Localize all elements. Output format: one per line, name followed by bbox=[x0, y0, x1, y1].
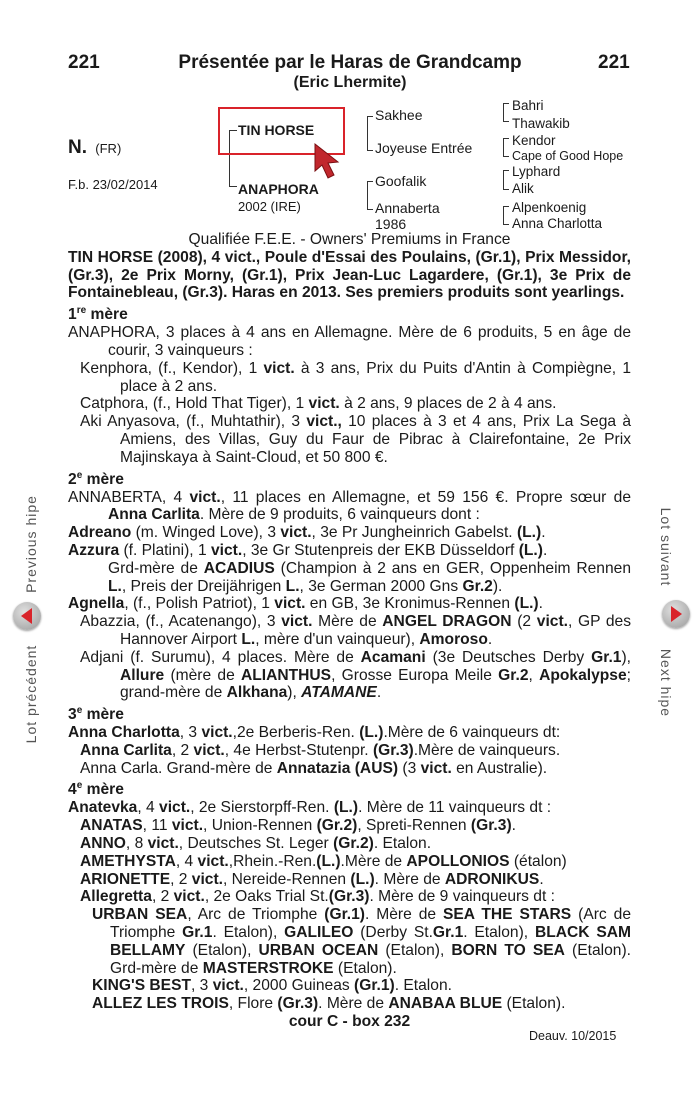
produce-arionette: ARIONETTE, 2 vict., Nereide-Rennen (L.). Mère de ADRONIKUS. bbox=[80, 870, 544, 888]
produce-anatas: ANATAS, 11 vict., Union-Rennen (Gr.2), Spreti-Rennen (Gr.3). bbox=[80, 817, 516, 835]
sire-dam: Joyeuse Entrée bbox=[375, 140, 473, 156]
fourth-dam-text: Anatevka, 4 vict., 2e Sierstorpff-Ren. (L.). Mère de 11 vainqueurs dt : bbox=[68, 799, 552, 817]
lot-number-left: 221 bbox=[68, 52, 100, 73]
sex: N. bbox=[68, 137, 87, 158]
produce-azzura: Azzura (f. Platini), 1 vict., 3e Gr Stutenpreis der EKB Düsseldorf (L.). bbox=[68, 541, 548, 559]
produce-abazzia: Abazzia, (f., Acatenango), 3 vict. Mère de ANGEL DRAGON (2 vict., GP des Hannover Airport L., mère d'un vainqueur), Amoroso. bbox=[80, 613, 632, 648]
second-dam-text: ANNABERTA, 4 vict., 11 places en Allemagne, et 59 156 €. Propre sœur de Anna Carlita. Mère de 9 produits, 6 vainqueurs dont : bbox=[68, 488, 631, 524]
g3-8: Anna Charlotta bbox=[512, 216, 603, 231]
dam-dam: Annaberta bbox=[375, 200, 440, 216]
produce-aki-anyasova: Aki Anyasova, (f., Muhtathir), 3 vict., 10 places à 3 et 4 ans, Prix La Sega à Amiens, des Villas, Guy du Faur de Pibrac à Clairefontaine, 2e Prix Majinskaya à Saint-Cloud, et 50 800 €. bbox=[80, 413, 631, 466]
sire-sire: Sakhee bbox=[375, 107, 423, 123]
g3-5: Lyphard bbox=[512, 164, 561, 179]
next-lot-button[interactable] bbox=[662, 600, 690, 628]
cursor-arrow-icon bbox=[311, 141, 345, 181]
arrow-right-icon bbox=[662, 600, 690, 628]
heading-fourth-dam: 4e mère bbox=[68, 780, 124, 799]
country: (FR) bbox=[95, 141, 122, 156]
sire-paragraph: TIN HORSE (2008), 4 vict., Poule d'Essai des Poulains, (Gr.1), Prix Messidor, (Gr.3), 2e Prix Morny, (Gr.1), Prix Jean-Luc Lagardere, (Gr.1), 3e Prix de Fontainebleau, (Gr.3). Haras en 2013. Ses premiers produits sont yearlings. bbox=[68, 248, 631, 302]
previous-hipe-link[interactable] bbox=[21, 484, 41, 604]
g3-7: Alpenkoenig bbox=[512, 200, 587, 215]
produce-amethysta: AMETHYSTA, 4 vict.,Rhein.-Ren.(L.).Mère de APOLLONIOS (étalon) bbox=[80, 852, 567, 870]
heading-first-dam: 1re mère bbox=[68, 305, 128, 324]
g3-1: Bahri bbox=[512, 98, 544, 113]
stable-location: cour C - box 232 bbox=[288, 1013, 411, 1031]
produce-kings-best: KING'S BEST, 3 vict., 2000 Guineas (Gr.1). Etalon. bbox=[92, 977, 452, 995]
heading-third-dam: 3e mère bbox=[68, 705, 124, 724]
produce-allez-les-trois: ALLEZ LES TROIS, Flore (Gr.3). Mère de ANABAA BLUE (Etalon). bbox=[92, 995, 566, 1013]
next-hipe-link[interactable] bbox=[656, 638, 676, 728]
dam-info: 2002 (IRE) bbox=[238, 199, 301, 214]
produce-adreano: Adreano (m. Winged Love), 3 vict., 3e Pr Jungheinrich Gabelst. (L.). bbox=[68, 524, 546, 542]
dam-name: ANAPHORA bbox=[238, 181, 319, 197]
qualification: Qualifiée F.E.E. - Owners' Premiums in France bbox=[188, 231, 511, 248]
catalogue-body bbox=[68, 231, 631, 1031]
previous-lot-button[interactable] bbox=[13, 602, 41, 630]
sire-name: TIN HORSE bbox=[238, 122, 315, 138]
heading-second-dam: 2e mère bbox=[68, 469, 124, 488]
next-lot-label: Lot suivant bbox=[658, 507, 674, 587]
arrow-left-icon bbox=[13, 602, 41, 630]
produce-azzura-progeny: Grd-mère de ACADIUS (Champion à 2 ans en GER, Oppenheim Rennen L., Preis der Dreijährigen L., 3e German 2000 Gns Gr.2). bbox=[108, 559, 631, 595]
produce-urban-sea: URBAN SEA, Arc de Triomphe (Gr.1). Mère de SEA THE STARS (Arc de Triomphe Gr.1. Etalon), GALILEO (Derby St.Gr.1. Etalon), BLACK SAM BELLAMY (Etalon), URBAN OCEAN (Etalon), BORN TO SEA (Etalon). Grd-mère de MASTERSTROKE (Etalon). bbox=[92, 906, 632, 977]
first-dam-text: ANAPHORA, 3 places à 4 ans en Allemagne. Mère de 6 produits, 5 en âge de courir, 3 vainqueurs : bbox=[68, 324, 631, 359]
produce-anno: ANNO, 8 vict., Deutsches St. Leger (Gr.2). Etalon. bbox=[80, 835, 432, 853]
page-subtitle: (Eric Lhermite) bbox=[293, 74, 407, 91]
produce-anna-carla: Anna Carla. Grand-mère de Annatazia (AUS) (3 vict. en Australie). bbox=[80, 759, 548, 777]
previous-lot-link[interactable] bbox=[21, 632, 41, 757]
dam-sire: Goofalik bbox=[375, 173, 427, 189]
g3-4: Cape of Good Hope bbox=[512, 149, 624, 163]
produce-anna-carlita: Anna Carlita, 2 vict., 4e Herbst-Stutenpr. (Gr.3).Mère de vainqueurs. bbox=[80, 741, 561, 759]
g3-3: Kendor bbox=[512, 133, 556, 148]
next-lot-link[interactable] bbox=[656, 497, 676, 597]
produce-catphora: Catphora, (f., Hold That Tiger), 1 vict. à 2 ans, 9 places de 2 à 4 ans. bbox=[80, 395, 557, 413]
footer-date: Deauv. 10/2015 bbox=[529, 1029, 617, 1043]
produce-adjani: Adjani (f. Surumu), 4 places. Mère de Acamani (3e Deutsches Derby Gr.1), Allure (mère de ALIANTHUS, Grosse Europa Meile Gr.2, Apokalypse; grand-mère de Alkhana), ATAMANE. bbox=[80, 648, 631, 702]
produce-allegretta: Allegretta, 2 vict., 2e Oaks Trial St.(Gr.3). Mère de 9 vainqueurs dt : bbox=[80, 888, 555, 906]
dam-dam-year: 1986 bbox=[375, 216, 407, 232]
previous-lot-label: Lot précédent bbox=[23, 644, 39, 744]
birth-info: F.b. 23/02/2014 bbox=[68, 177, 158, 192]
previous-hipe-label: Previous hipe bbox=[23, 495, 39, 593]
page-title: Présentée par le Haras de Grandcamp bbox=[178, 52, 522, 73]
g3-2: Thawakib bbox=[512, 116, 570, 131]
produce-agnella: Agnella, (f., Polish Patriot), 1 vict. en GB, 3e Kronimus-Rennen (L.). bbox=[68, 595, 543, 613]
g3-6: Alik bbox=[512, 181, 534, 196]
sex-label bbox=[68, 137, 121, 159]
produce-kenphora: Kenphora, (f., Kendor), 1 vict. à 3 ans, Prix du Puits d'Antin à Compiègne, 1 place à 2 ans. bbox=[80, 359, 631, 395]
third-dam-text: Anna Charlotta, 3 vict.,2e Berberis-Ren. (L.).Mère de 6 vainqueurs dt: bbox=[68, 724, 561, 742]
next-hipe-label: Next hipe bbox=[658, 648, 674, 718]
lot-number-right: 221 bbox=[598, 52, 630, 73]
